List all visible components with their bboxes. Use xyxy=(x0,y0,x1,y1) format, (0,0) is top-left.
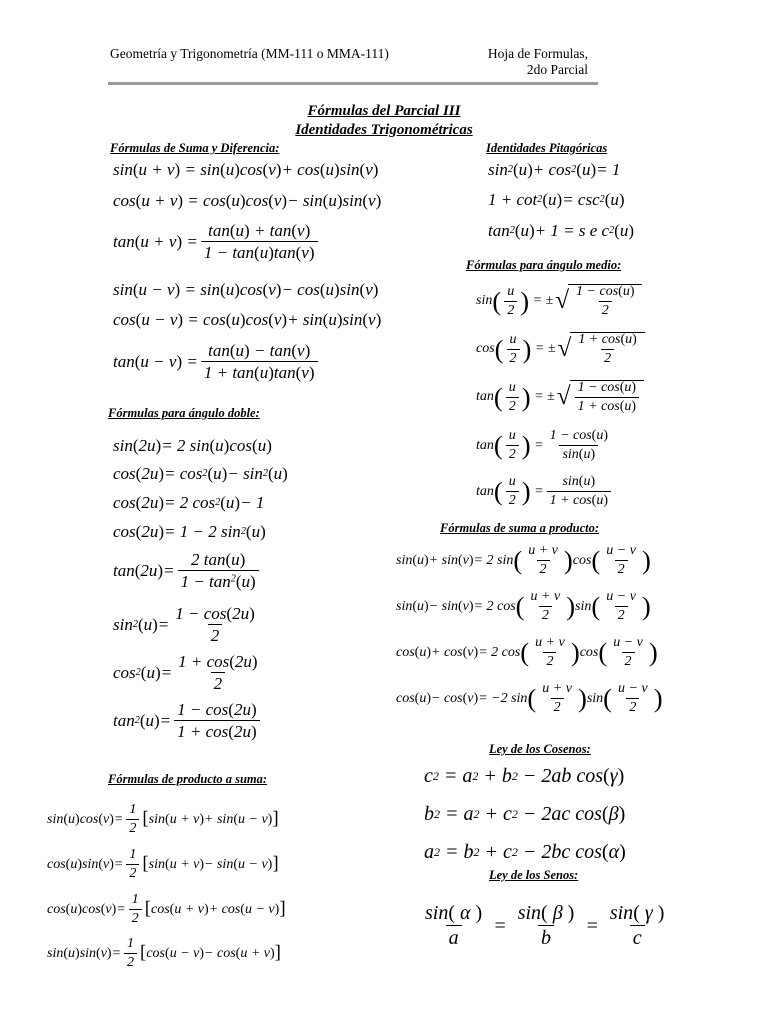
formula-double-cos-1: cos ( 2u ) = cos 2 ( u ) − sin 2 ( u ) xyxy=(113,464,288,483)
formula-half-tan-2: tan ( $\frac{u}{2}$ ) = $\frac{1 - \cos(u)}{\sin(u)}$ xyxy=(476,428,609,462)
formula-law-cos-c: c 2 = a 2 + b 2 − 2ab cos ( γ ) xyxy=(424,765,625,787)
formula-half-cos: cos ( $\frac{u}{2}$ ) = ± √ $\frac{1 + \cos(u)}{2}$ xyxy=(476,332,645,366)
formula-pyth-3: tan 2 ( u ) + 1 = s e c 2 ( u ) xyxy=(488,221,635,240)
section-half-angle: Fórmulas para ángulo medio: xyxy=(466,258,622,272)
formula-sin-squared: sin 2 ( u ) = $\frac{1 - \cos(2u)}{2}$ xyxy=(113,604,255,645)
formula-half-tan-3: tan ( $\frac{u}{2}$ ) = $\frac{\sin(u)}{1 + \cos(u)}$ xyxy=(476,475,614,508)
formula-stp-4: cos ( u ) − cos ( v ) = −2 sin ( $\frac{u + v}{2}$ ) sin ( $\frac{u - v}{2}$ ) xyxy=(396,681,663,715)
formula-pts-4: sin ( u ) sin ( v ) = $\frac{1}{2}$ [ cos ( u − v ) − cos ( u + v ) ] xyxy=(47,936,281,970)
formula-tan-diff: tan ( u − v ) = $\frac{\tan(u) - \tan(v)}{1 + \tan(u)\tan(v)}$ xyxy=(113,342,321,381)
formula-double-cos-3: cos ( 2u ) = 1 − 2 sin 2 ( u ) xyxy=(113,522,266,541)
header-rule xyxy=(108,82,598,85)
formula-law-cos-a: a 2 = b 2 + c 2 − 2bc cos ( α ) xyxy=(424,841,626,863)
formula-stp-3: cos ( u ) + cos ( v ) = 2 cos ( $\frac{u + v}{2}$ ) cos ( $\frac{u - v}{2}$ ) xyxy=(396,635,658,669)
formula-stp-1: sin ( u ) + sin ( v ) = 2 sin ( $\frac{u + v}{2}$ ) cos ( $\frac{u - v}{2}$ ) xyxy=(396,543,651,577)
formula-law-cos-b: b 2 = a 2 + c 2 − 2ac cos ( β ) xyxy=(424,803,626,825)
sheet-label-line2: 2do Parcial xyxy=(526,62,588,77)
section-law-sines: Ley de los Senos: xyxy=(489,868,579,882)
section-sum-to-product: Fórmulas de suma a producto: xyxy=(440,521,600,535)
section-product-to-sum: Fórmulas de producto a suma: xyxy=(108,772,268,786)
course-title: Geometría y Trigonometría (MM-111 o MMA-111) xyxy=(110,46,389,61)
formula-law-sines: $\frac{\sin( \alpha )}{a}$ = $\frac{\sin( \beta )}{b}$ = $\frac{\sin( \gamma )}{c}$ xyxy=(425,902,665,949)
formula-sin-diff: sin ( u − v ) = sin ( u ) cos ( v ) − cos ( u ) sin ( v ) xyxy=(113,280,379,299)
formula-tan-squared: tan 2 ( u ) = $\frac{1 - \cos(2u)}{1 + \cos(2u)}$ xyxy=(113,701,263,740)
formula-pts-1: sin ( u ) cos ( v ) = $\frac{1}{2}$ [ sin ( u + v ) + sin ( u − v ) ] xyxy=(47,802,279,836)
formula-pts-2: cos ( u ) sin ( v ) = $\frac{1}{2}$ [ sin ( u + v ) − sin ( u − v ) ] xyxy=(47,847,279,881)
formula-half-tan-1: tan ( $\frac{u}{2}$ ) = ± √ $\frac{1 - \cos(u)}{1 + \cos(u)}$ xyxy=(476,380,644,414)
formula-pyth-2: 1 + cot 2 ( u ) = csc 2 ( u ) xyxy=(488,190,625,209)
sub-title: Identidades Trigonométricas xyxy=(295,122,473,138)
main-title: Fórmulas del Parcial III xyxy=(307,103,461,119)
formula-pyth-1: sin 2 ( u ) + cos 2 ( u ) = 1 xyxy=(488,160,621,179)
sheet-label-line1: Hoja de Formulas, xyxy=(487,46,588,61)
section-law-cosines: Ley de los Cosenos: xyxy=(489,742,591,756)
section-pythagorean: Identidades Pitagóricas xyxy=(486,141,608,155)
formula-sin-sum: sin ( u + v ) = sin ( u ) cos ( v ) + cos ( u ) sin ( v ) xyxy=(113,160,379,179)
formula-cos-squared: cos 2 ( u ) = $\frac{1 + \cos(2u)}{2}$ xyxy=(113,652,258,693)
formula-stp-2: sin ( u ) − sin ( v ) = 2 cos ( $\frac{u + v}{2}$ ) sin ( $\frac{u - v}{2}$ ) xyxy=(396,589,651,623)
formula-cos-diff: cos ( u − v ) = cos ( u ) cos ( v ) + sin ( u ) sin ( v ) xyxy=(113,310,382,329)
formula-double-sin: sin ( 2u ) = 2 sin ( u ) cos ( u ) xyxy=(113,436,272,455)
formula-half-sin: sin ( $\frac{u}{2}$ ) = ± √ $\frac{1 - \cos(u)}{2}$ xyxy=(476,284,642,318)
formula-double-cos-2: cos ( 2u ) = 2 cos 2 ( u ) − 1 xyxy=(113,493,265,512)
formula-pts-3: cos ( u ) cos ( v ) = $\frac{1}{2}$ [ cos ( u + v ) + cos ( u − v ) ] xyxy=(47,892,286,926)
section-double-angle: Fórmulas para ángulo doble: xyxy=(108,406,260,420)
section-sum-diff: Fórmulas de Suma y Diferencia: xyxy=(110,141,280,155)
formula-cos-sum: cos ( u + v ) = cos ( u ) cos ( v ) − sin ( u ) sin ( v ) xyxy=(113,191,382,210)
sheet-label xyxy=(484,46,588,78)
formula-double-tan: tan ( 2u ) = $\frac{2 \tan(u)}{1 - \tan^2(u)}$ xyxy=(113,551,262,590)
formula-tan-sum: tan ( u + v ) = $\frac{\tan(u) + \tan(v)}{1 - \tan(u)\tan(v)}$ xyxy=(113,222,321,261)
